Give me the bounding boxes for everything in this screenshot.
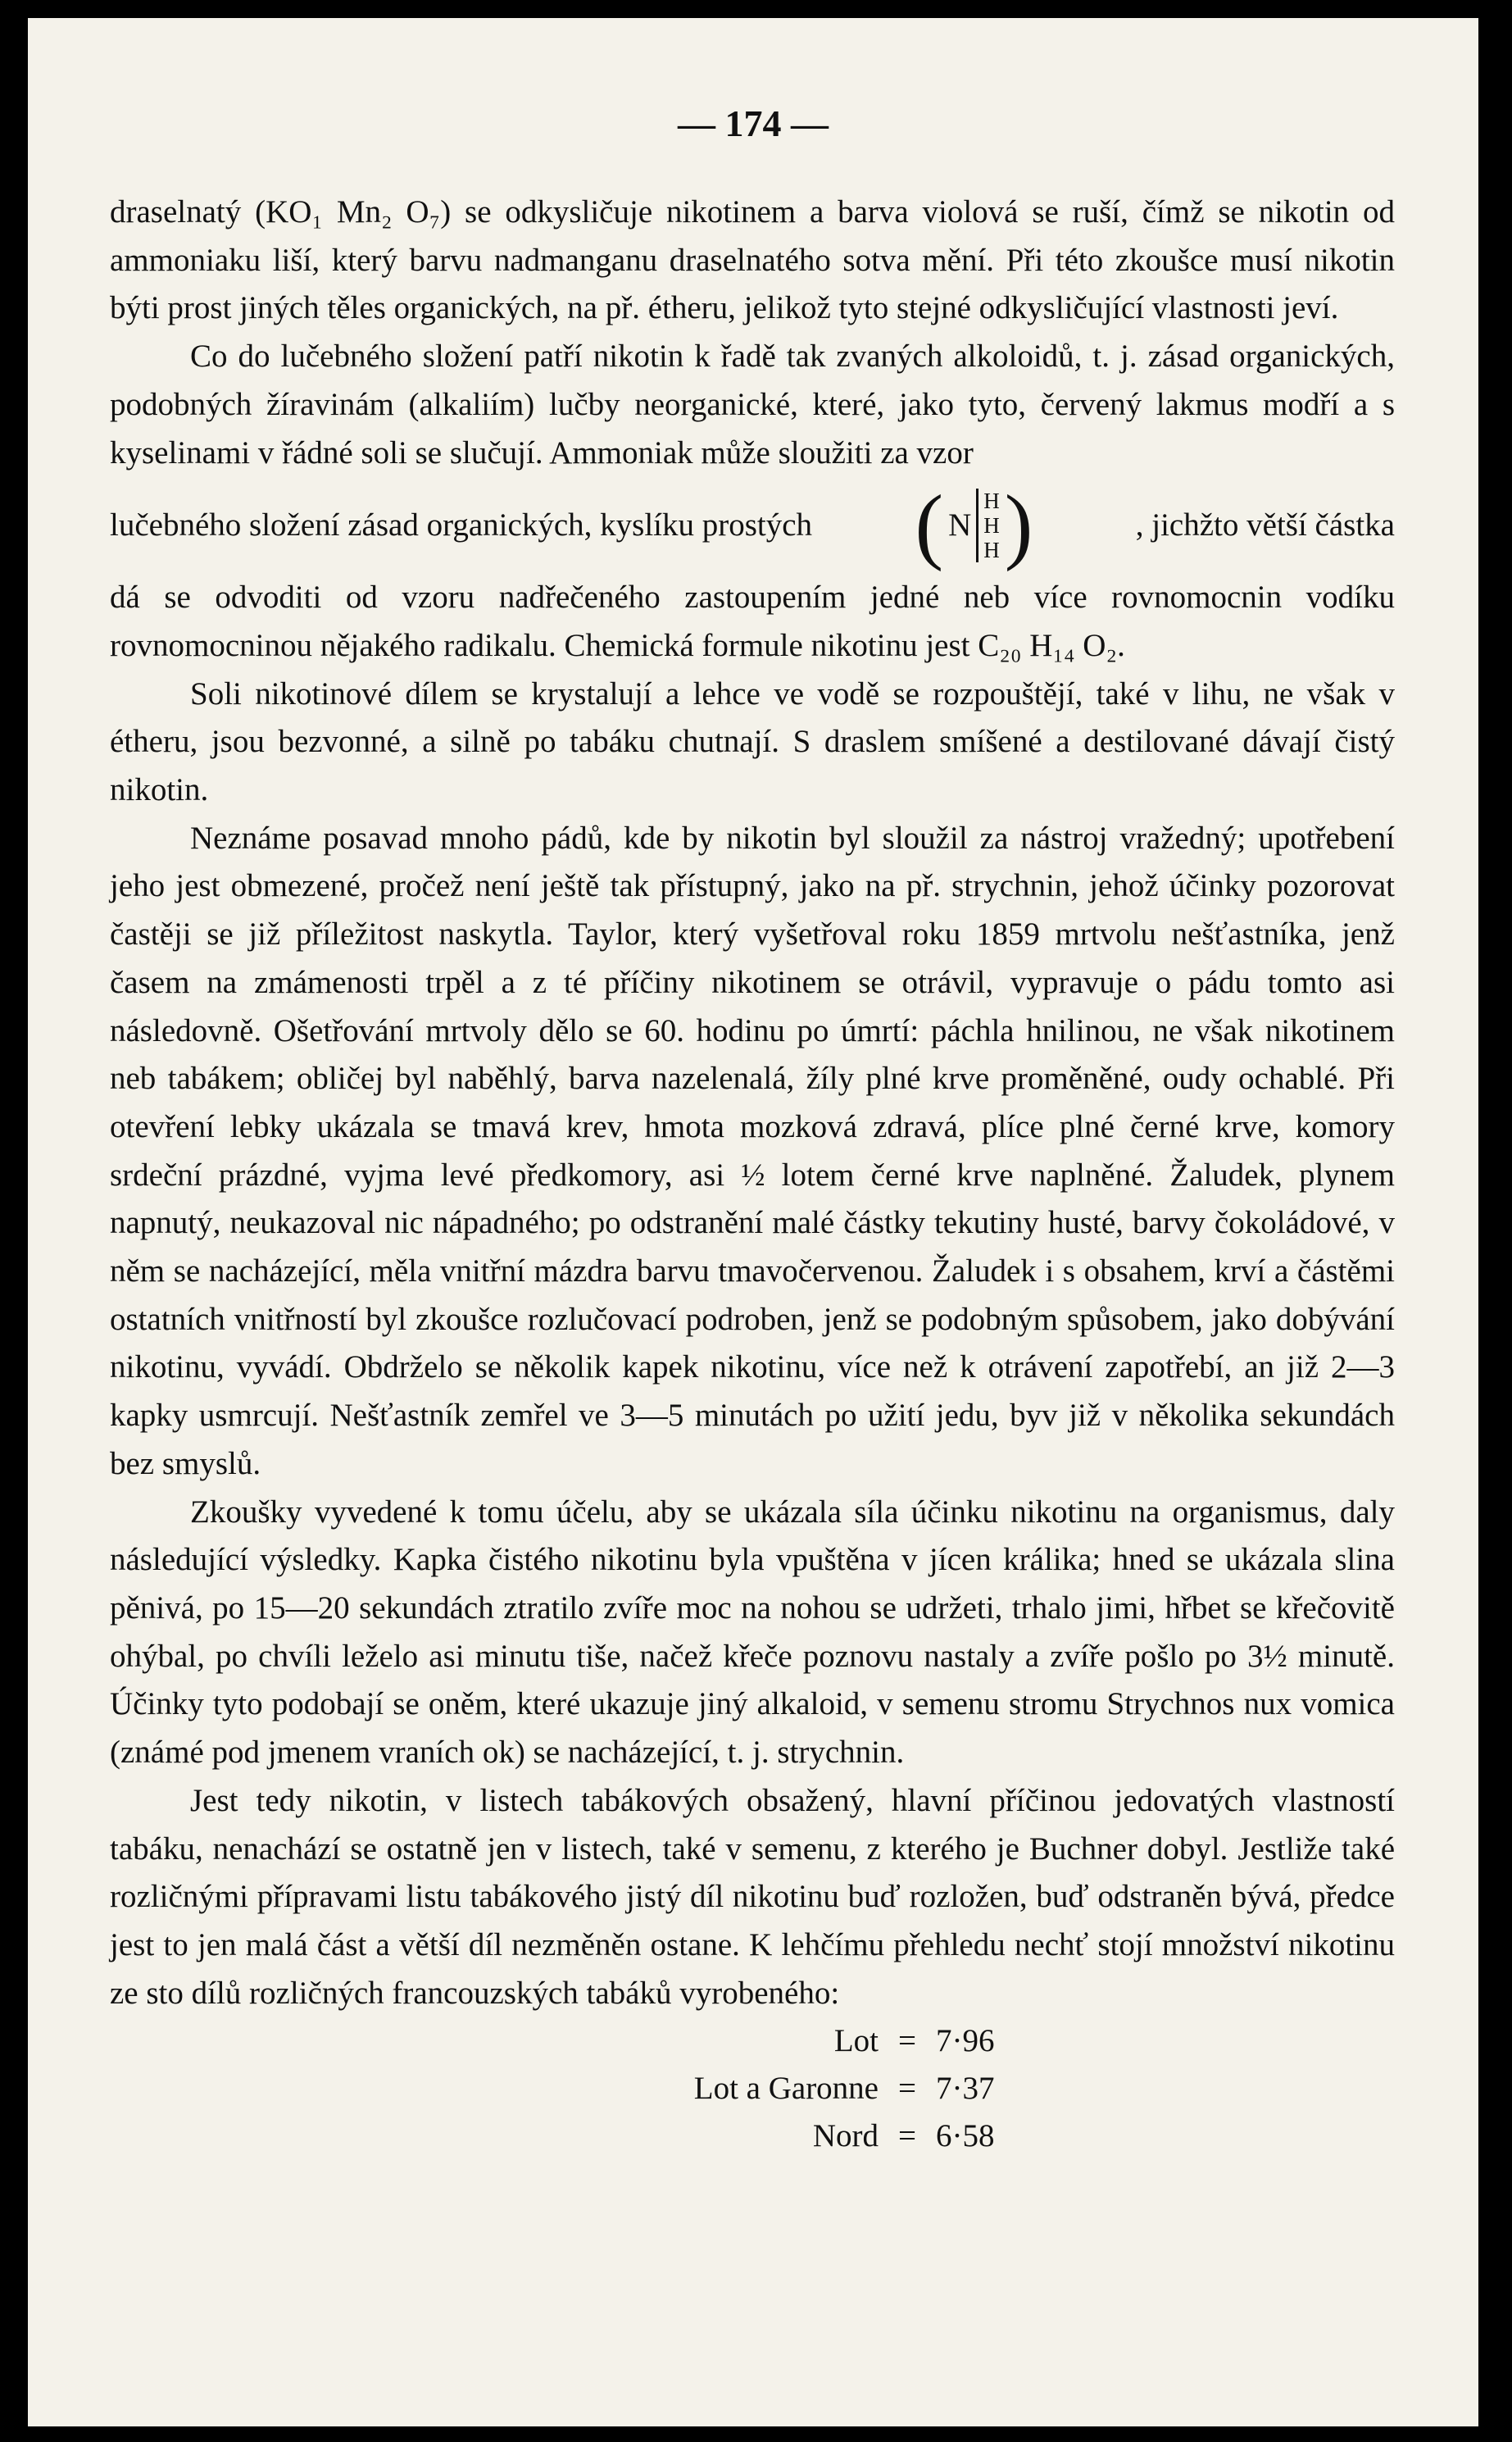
- formula-hydrogen: H: [983, 538, 1000, 563]
- yield-row: [602, 2017, 1395, 2065]
- page-number: — 174 —: [678, 102, 829, 144]
- yield-label: Nord: [812, 2117, 879, 2153]
- ammonia-formula-line: [110, 477, 1395, 574]
- yield-value: 6·58: [936, 2117, 995, 2153]
- paragraph: Soli nikotinové dílem se krystalují a lehce ve vodě se rozpouštějí, také v lihu, ne však v étheru, jsou bezvonné, a silně po tabáku chutnají. S draslem smíšené a destilované dávají čistý nikotin.: [110, 675, 1395, 808]
- left-bracket-icon: (: [915, 478, 944, 573]
- yield-value: 7·37: [936, 2070, 995, 2106]
- yield-label: Lot a Garonne: [693, 2070, 879, 2106]
- right-bracket-icon: ): [1004, 478, 1033, 573]
- body-text: [110, 189, 1395, 2160]
- formula-hydrogen: H: [983, 489, 1000, 514]
- ammonia-formula: [915, 478, 1033, 573]
- formula-hydrogen: H: [983, 513, 1000, 539]
- yield-label: Lot: [833, 2022, 879, 2058]
- paragraph: Zkoušky vyvedené k tomu účelu, aby se ukázala síla účinku nikotinu na organismus, daly následující výsledky. Kapka čistého nikotinu byla vpuštěna v jícen králika; hned se ukázala slina pěnivá, po 15—20 sekundách ztratilo zvíře moc na nohou se udržeti, trhalo jimi, hřbet se křečovitě ohýbal, po chvíli leželo asi minutu tiše, načež křeče poznovu nastaly a zvíře pošlo po 3½ minutě. Účinky tyto podobají se oněm, které ukazuje jiný alkaloid, v semenu stromu Strychnos nux vomica (známé pod jmenem vraních ok) se nacházející, t. j. strychnin.: [110, 1494, 1395, 1771]
- formula-line-text-after: , jichžto větší částka: [1135, 507, 1395, 543]
- yield-row: [602, 2065, 1395, 2112]
- paragraph: Neznáme posavad mnoho pádů, kde by nikotin byl sloužil za nástroj vražedný; upotřebení jeho jest obmezené, pročež není ještě tak přístupný, jako na př. strychnin, jehož účinky pozorovat častěji se již příležitost naskytla. Taylor, který vyšetřoval roku 1859 mrtvolu nešťastníka, jenž časem na zmámenosti trpěl a z té příčiny nikotinem se otrávil, vypravuje o pádu tomto asi následovně. Ošetřování mrtvoly dělo se 60. hodinu po úmrtí: páchla hnilinou, ne však nikotinem neb tabákem; obličej byl naběhlý, barva nazelenalá, žíly plné krve proměněné, oudy ochablé. Při otevření lebky ukázala se tmavá krev, hmota mozková zdravá, plíce plné černé krve, komory srdeční prázdné, vyjma levé předkomory, asi ½ lotem černé krve naplněné. Žaludek, plynem napnutý, neukazoval nic nápadného; po odstranění malé částky tekutiny husté, barvy čokoládové, v něm se nacházející, měla vnitřní mázdra barvu tmavočervenou. Žaludek i s obsahem, krví a částěmi ostatních vnitřností byl zkoušce rozlučovací podroben, jenž se podobným spůsobem, jako dobývání nikotinu, vyvádí. Obdrželo se několik kapek nikotinu, více než k otrávení zapotřebí, an již 2—3 kapky usmrcují. Nešťastník zemřel ve 3—5 minutách po užití jedu, byv již v několika sekundách bez smyslů.: [110, 820, 1395, 1481]
- paragraph: draselnatý (KO₁ Mn₂ O₇) se odkysličuje nikotinem a barva violová se ruší, čímž se nikotin od ammoniaku liší, který barvu nadmanganu draselnatého sotva mění. Při této zkoušce musí nikotin býti prost jiných těles organických, na př. étheru, jelikož tyto stejné odkysličující vlastnosti jeví.: [110, 194, 1395, 326]
- nicotine-yield-table: [110, 2017, 1395, 2160]
- paragraph: Co do lučebného složení patří nikotin k řadě tak zvaných alkoloidů, t. j. zásad organických, podobných žíravinám (alkaliím) lučby neorganické, které, jako tyto, červený lakmus modří a s kyselinami v řádné soli se slučují. Ammoniak může sloužiti za vzor: [110, 339, 1395, 471]
- equals-sign: =: [898, 2022, 916, 2058]
- formula-nitrogen: N: [948, 507, 972, 543]
- book-page: [28, 18, 1478, 2426]
- paragraph: dá se odvoditi od vzoru nadřečeného zastoupením jedné neb více rovnomocnin vodíku rovnomocninou nějakého radikalu. Chemická formule nikotinu jest C₂₀ H₁₄ O₂.: [110, 580, 1395, 663]
- equals-sign: =: [898, 2117, 916, 2153]
- formula-hydrogen-stack: [976, 489, 1000, 562]
- equals-sign: =: [898, 2070, 916, 2106]
- yield-row: [602, 2112, 1395, 2160]
- paragraph: Jest tedy nikotin, v listech tabákových obsažený, hlavní příčinou jedovatých vlastností tabáku, nenachází se ostatně jen v listech, také v semenu, z kterého je Buchner dobyl. Jestliže také rozličnými přípravami listu tabákového jistý díl nikotinu buď rozložen, buď odstraněn bývá, předce jest to jen malá část a větší díl nezměněn ostane. K lehčímu přehledu nechť stojí množství nikotinu ze sto dílů rozličných francouzských tabáků vyrobeného:: [110, 1782, 1395, 2011]
- yield-value: 7·96: [936, 2022, 995, 2058]
- formula-line-text-before: lučebného složení zásad organických, kyslíku prostých: [110, 507, 813, 543]
